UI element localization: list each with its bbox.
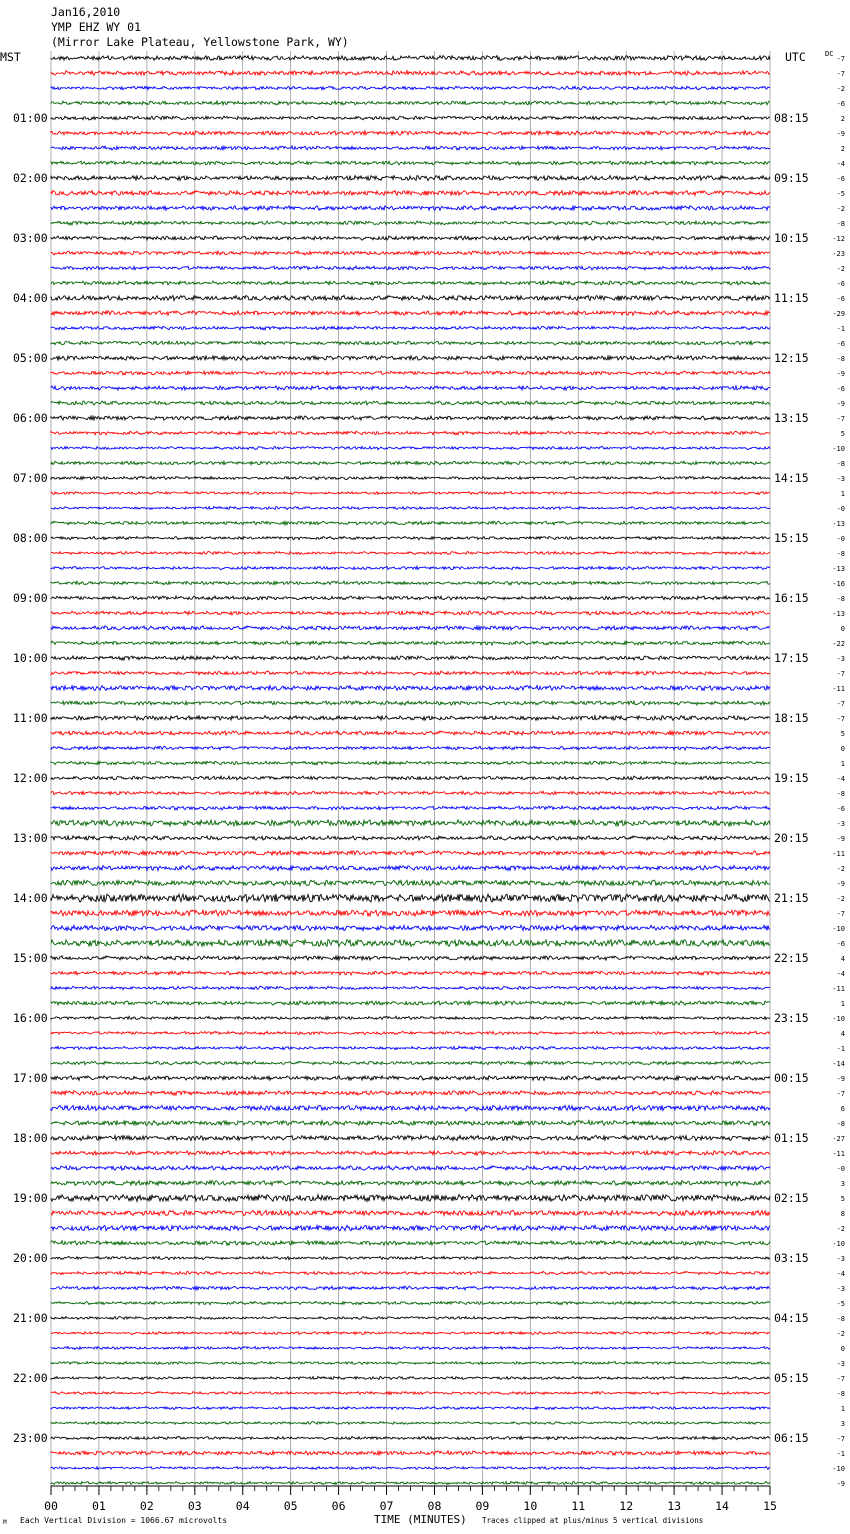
right-zone-label: UTC — [785, 50, 806, 64]
trace-line — [51, 1286, 770, 1290]
trace-line — [51, 146, 770, 150]
trace-line — [51, 746, 770, 750]
trace-line — [51, 971, 770, 975]
dc-offset-label: -2 — [836, 1225, 845, 1233]
trace-line — [51, 671, 770, 675]
x-tick-label: 15 — [763, 1499, 777, 1513]
trace-line — [51, 776, 770, 780]
trace-line — [51, 686, 770, 691]
trace-line — [51, 401, 770, 405]
right-hour-label: 12:15 — [774, 351, 809, 365]
trace-line — [51, 1181, 770, 1186]
dc-offset-label: 1 — [840, 1000, 845, 1008]
right-hour-label: 02:15 — [774, 1191, 809, 1205]
dc-offset-label: -2 — [836, 265, 845, 273]
trace-line — [51, 1467, 770, 1470]
dc-offset-label: -2 — [836, 895, 845, 903]
x-tick-label: 14 — [715, 1499, 729, 1513]
x-tick-label: 00 — [44, 1499, 58, 1513]
trace-line — [51, 716, 770, 721]
x-tick-label: 02 — [139, 1499, 154, 1513]
left-hour-label: 18:00 — [13, 1131, 48, 1145]
dc-offset-label: -6 — [836, 340, 845, 348]
trace-line — [51, 820, 770, 826]
dc-offset-label: -9 — [836, 370, 845, 378]
dc-offset-label: -1 — [836, 325, 845, 333]
trace-line — [51, 1377, 770, 1380]
dc-offset-label: -10 — [832, 1240, 845, 1248]
dc-offset-label: -7 — [836, 55, 845, 63]
dc-offset-label: -8 — [836, 1315, 845, 1323]
right-hour-label: 22:15 — [774, 951, 809, 965]
left-hour-label: 23:00 — [13, 1431, 48, 1445]
trace-line — [51, 1301, 770, 1304]
trace-line — [51, 836, 770, 840]
trace-line — [51, 371, 770, 375]
trace-line — [51, 1422, 770, 1425]
x-tick-label: 08 — [427, 1499, 442, 1513]
dc-offset-label: -23 — [832, 250, 845, 258]
trace-line — [51, 191, 770, 196]
trace-line — [51, 596, 770, 600]
trace-line — [51, 806, 770, 810]
dc-offset-label: -3 — [836, 655, 845, 663]
dc-offset-label: -4 — [836, 1270, 845, 1278]
dc-offset-label: 2 — [840, 145, 845, 153]
dc-offset-label: -4 — [836, 160, 845, 168]
trace-line — [51, 880, 770, 886]
trace-line — [51, 1317, 770, 1320]
trace-line — [51, 1482, 770, 1485]
dc-offset-label: -1 — [836, 1045, 845, 1053]
dc-offset-label: 5 — [840, 730, 845, 738]
dc-offset-label: 2 — [840, 115, 845, 123]
right-hour-label: 06:15 — [774, 1431, 809, 1445]
dc-offset-label: -9 — [836, 1480, 845, 1488]
left-hour-label: 07:00 — [13, 471, 48, 485]
dc-offset-label: -2 — [836, 865, 845, 873]
trace-line — [51, 566, 770, 569]
dc-offset-label: -7 — [836, 670, 845, 678]
dc-offset-label: -0 — [836, 1165, 845, 1173]
trace-line — [51, 341, 770, 345]
dc-offset-label: -9 — [836, 400, 845, 408]
right-hour-label: 00:15 — [774, 1071, 809, 1085]
dc-offset-label: -3 — [836, 820, 845, 828]
dc-offset-label: 0 — [840, 1345, 845, 1353]
right-hour-label: 03:15 — [774, 1251, 809, 1265]
dc-offset-label: -11 — [832, 985, 845, 993]
x-axis — [44, 1486, 777, 1513]
right-hour-label: 19:15 — [774, 771, 809, 785]
traces — [51, 56, 770, 1485]
trace-line — [51, 1031, 770, 1034]
x-tick-label: 06 — [331, 1499, 346, 1513]
trace-line — [51, 1105, 770, 1111]
dc-offset-label: -12 — [832, 235, 845, 243]
dc-offset-label: -8 — [836, 550, 845, 558]
left-hour-label: 21:00 — [13, 1311, 48, 1325]
right-hour-label: 14:15 — [774, 471, 809, 485]
dc-offset-label: 8 — [840, 1210, 845, 1218]
trace-line — [51, 1195, 770, 1202]
right-hour-label: 17:15 — [774, 651, 809, 665]
left-zone-label: MST — [0, 50, 21, 64]
dc-offset-label: -13 — [832, 565, 845, 573]
left-hour-label: 22:00 — [13, 1371, 48, 1385]
corner-mark: M — [3, 1519, 7, 1526]
trace-line — [51, 461, 770, 465]
trace-line — [51, 1136, 770, 1141]
trace-line — [51, 1046, 770, 1049]
x-tick-label: 04 — [235, 1499, 250, 1513]
dc-offset-labels — [832, 55, 845, 1488]
trace-line — [51, 626, 770, 630]
trace-line — [51, 1001, 770, 1005]
dc-offset-label: -8 — [836, 790, 845, 798]
trace-line — [51, 536, 770, 539]
trace-line — [51, 1347, 770, 1350]
dc-offset-label: 1 — [840, 490, 845, 498]
left-hour-label: 17:00 — [13, 1071, 48, 1085]
trace-line — [51, 1225, 770, 1230]
dc-offset-label: -7 — [836, 1090, 845, 1098]
right-hour-label: 23:15 — [774, 1011, 809, 1025]
trace-line — [51, 476, 770, 479]
right-hour-label: 08:15 — [774, 111, 809, 125]
trace-line — [51, 206, 770, 211]
dc-offset-label: 4 — [840, 955, 845, 963]
dc-offset-label: -6 — [836, 280, 845, 288]
dc-offset-label: -6 — [836, 385, 845, 393]
dc-offset-label: -14 — [832, 1060, 845, 1068]
trace-line — [51, 116, 770, 120]
dc-offset-label: -11 — [832, 1150, 845, 1158]
left-hour-label: 16:00 — [13, 1011, 48, 1025]
trace-line — [51, 71, 770, 76]
trace-line — [51, 910, 770, 916]
dc-offset-label: -8 — [836, 460, 845, 468]
left-hour-label: 04:00 — [13, 291, 48, 305]
dc-offset-label: -3 — [836, 1255, 845, 1263]
trace-line — [51, 1061, 770, 1065]
dc-offset-label: -8 — [836, 220, 845, 228]
trace-line — [51, 1091, 770, 1096]
trace-line — [51, 1210, 770, 1216]
trace-line — [51, 281, 770, 285]
x-tick-label: 09 — [475, 1499, 490, 1513]
left-hour-label: 05:00 — [13, 351, 48, 365]
dc-offset-label: -0 — [836, 505, 845, 513]
dc-offset-label: 1 — [840, 1405, 845, 1413]
trace-line — [51, 581, 770, 585]
trace-line — [51, 1241, 770, 1246]
x-tick-label: 03 — [187, 1499, 202, 1513]
x-tick-label: 13 — [667, 1499, 682, 1513]
right-hour-label: 16:15 — [774, 591, 809, 605]
right-hour-labels — [774, 111, 809, 1445]
trace-line — [51, 326, 770, 330]
trace-line — [51, 221, 770, 225]
clip-note: Traces clipped at plus/minus 5 vertical divisions — [482, 1516, 704, 1525]
dc-offset-label: 5 — [840, 1195, 845, 1203]
trace-line — [51, 1332, 770, 1335]
trace-line — [51, 356, 770, 361]
trace-line — [51, 431, 770, 435]
dc-offset-label: -4 — [836, 775, 845, 783]
trace-line — [51, 161, 770, 165]
trace-line — [51, 492, 770, 495]
dc-offset-label: -6 — [836, 100, 845, 108]
trace-line — [51, 551, 770, 554]
trace-line — [51, 761, 770, 765]
dc-offset-label: -11 — [832, 850, 845, 858]
trace-line — [51, 236, 770, 240]
trace-line — [51, 101, 770, 105]
dc-offset-label: -6 — [836, 175, 845, 183]
trace-line — [51, 925, 770, 931]
dc-offset-label: -10 — [832, 1015, 845, 1023]
right-hour-label: 18:15 — [774, 711, 809, 725]
dc-offset-label: 0 — [840, 745, 845, 753]
trace-line — [51, 656, 770, 660]
dc-offset-label: -7 — [836, 1435, 845, 1443]
header-location: (Mirror Lake Plateau, Yellowstone Park, WY) — [51, 35, 349, 49]
dc-offset-label: -3 — [836, 1285, 845, 1293]
x-tick-label: 07 — [379, 1499, 394, 1513]
trace-line — [51, 986, 770, 990]
dc-offset-label: -13 — [832, 610, 845, 618]
header-date: Jan16,2010 — [51, 5, 121, 19]
trace-line — [51, 641, 770, 645]
dc-offset-label: -6 — [836, 940, 845, 948]
right-hour-label: 04:15 — [774, 1311, 809, 1325]
dc-offset-label: -7 — [836, 415, 845, 423]
trace-line — [51, 521, 770, 525]
dc-label: DC — [825, 50, 834, 58]
dc-offset-label: -8 — [836, 355, 845, 363]
dc-offset-label: -10 — [832, 445, 845, 453]
dc-offset-label: 0 — [840, 625, 845, 633]
dc-offset-label: -2 — [836, 85, 845, 93]
dc-offset-label: -3 — [836, 1360, 845, 1368]
trace-line — [51, 866, 770, 871]
dc-offset-label: -13 — [832, 520, 845, 528]
left-hour-label: 09:00 — [13, 591, 48, 605]
dc-offset-label: -9 — [836, 880, 845, 888]
right-hour-label: 20:15 — [774, 831, 809, 845]
trace-line — [51, 56, 770, 61]
dc-offset-label: -8 — [836, 595, 845, 603]
left-hour-label: 06:00 — [13, 411, 48, 425]
right-hour-label: 01:15 — [774, 1131, 809, 1145]
right-hour-label: 10:15 — [774, 231, 809, 245]
trace-line — [51, 701, 770, 705]
left-hour-label: 19:00 — [13, 1191, 48, 1205]
trace-line — [51, 851, 770, 856]
left-hour-label: 13:00 — [13, 831, 48, 845]
dc-offset-label: -8 — [836, 1120, 845, 1128]
dc-offset-label: 3 — [840, 1180, 845, 1188]
dc-offset-label: -5 — [836, 1300, 845, 1308]
dc-offset-label: -7 — [836, 1375, 845, 1383]
dc-offset-label: 5 — [840, 430, 845, 438]
left-hour-label: 14:00 — [13, 891, 48, 905]
trace-line — [51, 940, 770, 947]
trace-line — [51, 1362, 770, 1365]
dc-offset-label: -4 — [836, 970, 845, 978]
dc-offset-label: -11 — [832, 685, 845, 693]
dc-offset-label: -7 — [836, 715, 845, 723]
trace-line — [51, 791, 770, 795]
left-hour-label: 08:00 — [13, 531, 48, 545]
dc-offset-label: -5 — [836, 190, 845, 198]
dc-offset-label: -27 — [832, 1135, 845, 1143]
trace-line — [51, 611, 770, 615]
x-tick-label: 01 — [92, 1499, 106, 1513]
right-hour-label: 11:15 — [774, 291, 809, 305]
trace-line — [51, 416, 770, 420]
trace-line — [51, 1451, 770, 1455]
trace-line — [51, 1151, 770, 1155]
trace-line — [51, 251, 770, 255]
trace-line — [51, 1166, 770, 1171]
trace-line — [51, 1076, 770, 1081]
left-hour-label: 10:00 — [13, 651, 48, 665]
dc-offset-label: -29 — [832, 310, 845, 318]
right-hour-label: 15:15 — [774, 531, 809, 545]
trace-line — [51, 86, 770, 90]
trace-line — [51, 1016, 770, 1019]
dc-offset-label: -9 — [836, 835, 845, 843]
trace-line — [51, 894, 770, 902]
dc-offset-label: -3 — [836, 475, 845, 483]
dc-offset-label: -9 — [836, 1075, 845, 1083]
dc-offset-label: -2 — [836, 205, 845, 213]
trace-line — [51, 295, 770, 300]
right-hour-label: 05:15 — [774, 1371, 809, 1385]
x-axis-title: TIME (MINUTES) — [374, 1513, 467, 1526]
dc-offset-label: -10 — [832, 1465, 845, 1473]
x-tick-label: 12 — [619, 1499, 634, 1513]
trace-line — [51, 1271, 770, 1274]
dc-offset-label: 1 — [840, 760, 845, 768]
dc-offset-label: 6 — [840, 1105, 845, 1113]
left-hour-label: 11:00 — [13, 711, 48, 725]
right-hour-label: 21:15 — [774, 891, 809, 905]
dc-offset-label: -16 — [832, 580, 845, 588]
dc-offset-label: -6 — [836, 805, 845, 813]
trace-line — [51, 731, 770, 735]
dc-offset-label: -6 — [836, 295, 845, 303]
trace-line — [51, 1436, 770, 1439]
dc-offset-label: -22 — [832, 640, 845, 648]
right-hour-label: 09:15 — [774, 171, 809, 185]
trace-line — [51, 1407, 770, 1410]
header-station: YMP EHZ WY 01 — [51, 20, 142, 34]
dc-offset-label: 4 — [840, 1030, 845, 1038]
trace-line — [51, 176, 770, 181]
trace-line — [51, 1121, 770, 1126]
trace-line — [51, 1256, 770, 1259]
left-hour-label: 02:00 — [13, 171, 48, 185]
dc-offset-label: 3 — [840, 1420, 845, 1428]
x-tick-label: 10 — [523, 1499, 538, 1513]
dc-offset-label: -10 — [832, 925, 845, 933]
trace-line — [51, 311, 770, 316]
x-tick-label: 11 — [571, 1499, 586, 1513]
left-hour-label: 12:00 — [13, 771, 48, 785]
trace-line — [51, 1392, 770, 1395]
dc-offset-label: -2 — [836, 1330, 845, 1338]
left-hour-labels — [13, 111, 48, 1445]
dc-offset-label: -9 — [836, 130, 845, 138]
dc-offset-label: -8 — [836, 1390, 845, 1398]
trace-line — [51, 386, 770, 390]
left-hour-label: 01:00 — [13, 111, 48, 125]
dc-offset-label: -7 — [836, 910, 845, 918]
dc-offset-label: -7 — [836, 700, 845, 708]
trace-line — [51, 446, 770, 449]
trace-line — [51, 131, 770, 135]
left-hour-label: 20:00 — [13, 1251, 48, 1265]
trace-line — [51, 956, 770, 960]
trace-line — [51, 507, 770, 510]
x-tick-label: 05 — [283, 1499, 298, 1513]
right-hour-label: 13:15 — [774, 411, 809, 425]
dc-offset-label: -1 — [836, 1450, 845, 1458]
dc-offset-label: -0 — [836, 535, 845, 543]
dc-offset-label: -7 — [836, 70, 845, 78]
scale-note: Each Vertical Division = 1066.67 microvolts — [20, 1516, 228, 1525]
left-hour-label: 15:00 — [13, 951, 48, 965]
left-hour-label: 03:00 — [13, 231, 48, 245]
trace-line — [51, 266, 770, 270]
